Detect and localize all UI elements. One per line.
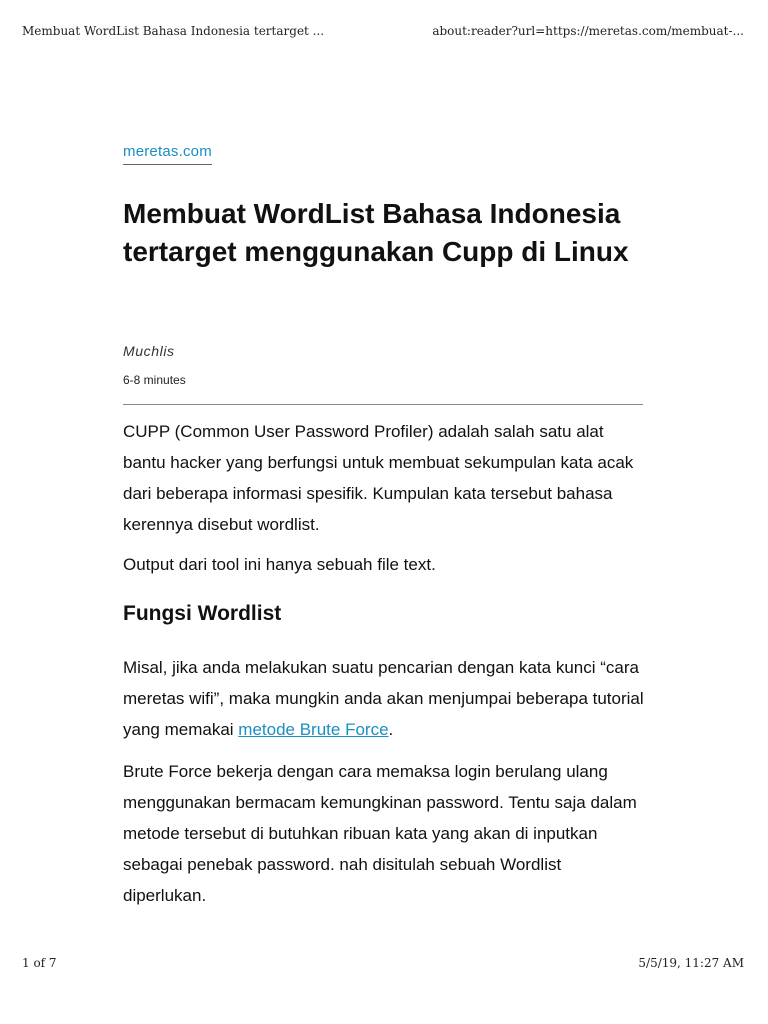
paragraph-brute-force: Brute Force bekerja dengan cara memaksa login berulang ulang menggunakan bermacam kemungkinan password. Tentu saja dalam metode tersebut di butuhkan ribuan kata yang akan di inputkan sebagai penebak password. nah disitulah sebuah Wordlist diperlukan.: [123, 762, 637, 905]
paragraph-example: [123, 652, 648, 745]
paragraph-example-text: Misal, jika anda melakukan suatu pencarian dengan kata kunci “cara meretas wifi”, maka mungkin anda akan menjumpai beberapa tutorial yang memakai: [123, 658, 644, 739]
print-header-title: Membuat WordList Bahasa Indonesia tertarget ...: [22, 24, 325, 38]
print-header: [22, 24, 744, 38]
page-number: 1 of 7: [22, 956, 57, 970]
print-datetime: 5/5/19, 11:27 AM: [638, 956, 744, 970]
section-heading-fungsi-wordlist: Fungsi Wordlist: [123, 602, 282, 625]
paragraph-intro: CUPP (Common User Password Profiler) adalah salah satu alat bantu hacker yang berfungsi untuk membuat sekumpulan kata acak dari beberapa informasi spesifik. Kumpulan kata tersebut bahasa kerennya disebut wordlist.: [123, 422, 634, 534]
article-author: Muchlis: [123, 343, 175, 359]
print-footer: [22, 956, 744, 970]
article-title: Membuat WordList Bahasa Indonesia tertarget menggunakan Cupp di Linux: [123, 198, 629, 267]
paragraph-output: Output dari tool ini hanya sebuah file text.: [123, 555, 436, 574]
read-time: 6-8 minutes: [123, 373, 186, 387]
header-divider: [123, 404, 643, 405]
brute-force-link[interactable]: metode Brute Force: [238, 720, 389, 739]
site-link[interactable]: meretas.com: [123, 143, 212, 165]
print-header-url: about:reader?url=https://meretas.com/membuat-...: [432, 24, 744, 38]
paragraph-example-end: .: [388, 720, 394, 739]
